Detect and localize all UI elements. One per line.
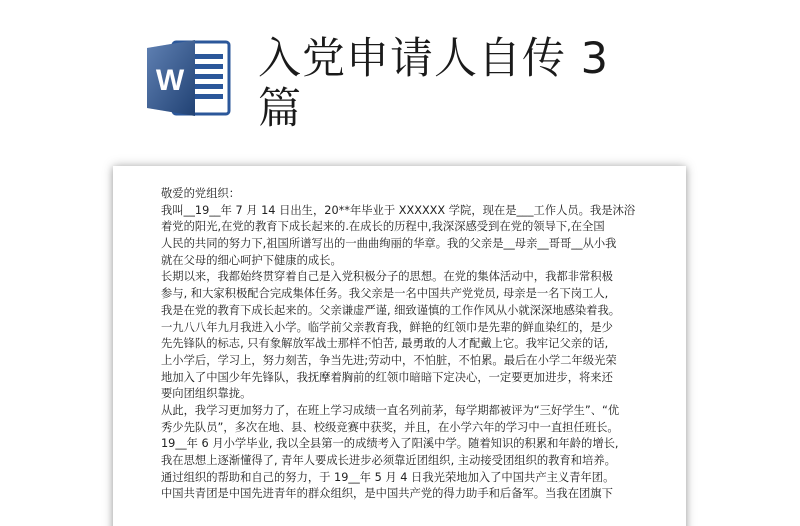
document-line: 就在父母的细心呵护下健康的成长。 (161, 253, 342, 267)
document-line: 要向团组织靠拢。 (161, 387, 252, 401)
page-title-line-2: 篇 (258, 84, 302, 134)
page-title (258, 34, 678, 134)
document-line: 我是在党的教育下成长起来的。父亲谦虚严谨, 细致谨慎的工作作风从小就深深地感染着我。 (161, 303, 621, 317)
page-title-line-1: 入党申请人自传 3 (258, 34, 610, 84)
word-icon (143, 36, 233, 120)
document-line: 着党的阳光,在党的教育下成长起来的.在成长的历程中,我深深感受到在党的领导下,在全国 (161, 220, 605, 234)
document-page (113, 166, 686, 526)
document-line: 上小学后，学习上，努力刻苦，争当先进;劳动中，不怕脏，不怕累。最后在小学二年级光荣 (161, 353, 617, 367)
document-body (161, 186, 649, 503)
document-line: 一九八八年九月我进入小学。临学前父亲教育我，鲜艳的红领巾是先辈的鲜血染红的，是少 (161, 320, 613, 334)
document-line: 我在思想上逐渐懂得了, 青年人要成长进步必须靠近团组织, 主动接受团组织的教育和培养。 (161, 454, 616, 467)
document-line: 19__年 6 月小学毕业, 我以全县第一的成绩考入了阳溪中学。随着知识的积累和年龄的增长, (161, 437, 619, 451)
document-line: 从此，我学习更加努力了，在班上学习成绩一直名列前茅，每学期都被评为“三好学生”、“优 (161, 403, 620, 417)
document-line: 地加入了中国少年先锋队，我抚摩着胸前的红领巾暗暗下定决心，一定要更加进步，将来还 (161, 370, 613, 384)
document-line: 长期以来，我都始终贯穿着自己是入党积极分子的思想。在党的集体活动中，我都非常积极 (161, 270, 613, 284)
document-line: 人民的共同的努力下,祖国所谱写出的一曲曲绚丽的华章。我的父亲是__母亲__哥哥__从小我 (161, 237, 617, 251)
document-line: 秀少先队员”，多次在地、县、校级竞赛中获奖，并且，在小学六年的学习中一直担任班长。 (161, 420, 619, 434)
document-line: 先先锋队的标志, 只有象解放军战士那样不怕苦, 最勇敢的人才配戴上它。我牢记父亲的话, (161, 337, 609, 351)
document-line: 参与, 和大家积极配合完成集体任务。我父亲是一名中国共产党党员, 母亲是一名下岗工人, (161, 287, 609, 301)
document-line: 我叫__19__年 7 月 14 日出生，20**年毕业于 XXXXXX 学院，现在是___工作人员。我是沐浴 (161, 203, 636, 217)
word-icon-letter: W (155, 64, 185, 97)
document-line: 中国共青团是中国先进青年的群众组织，是中国共产党的得力助手和后备军。当我在团旗下 (161, 487, 613, 501)
document-line: 通过组织的帮助和自己的努力，于 19__年 5 月 4 日我光荣地加入了中国共产主义青年团。 (161, 470, 615, 484)
document-line: 敬爱的党组织： (161, 187, 241, 200)
